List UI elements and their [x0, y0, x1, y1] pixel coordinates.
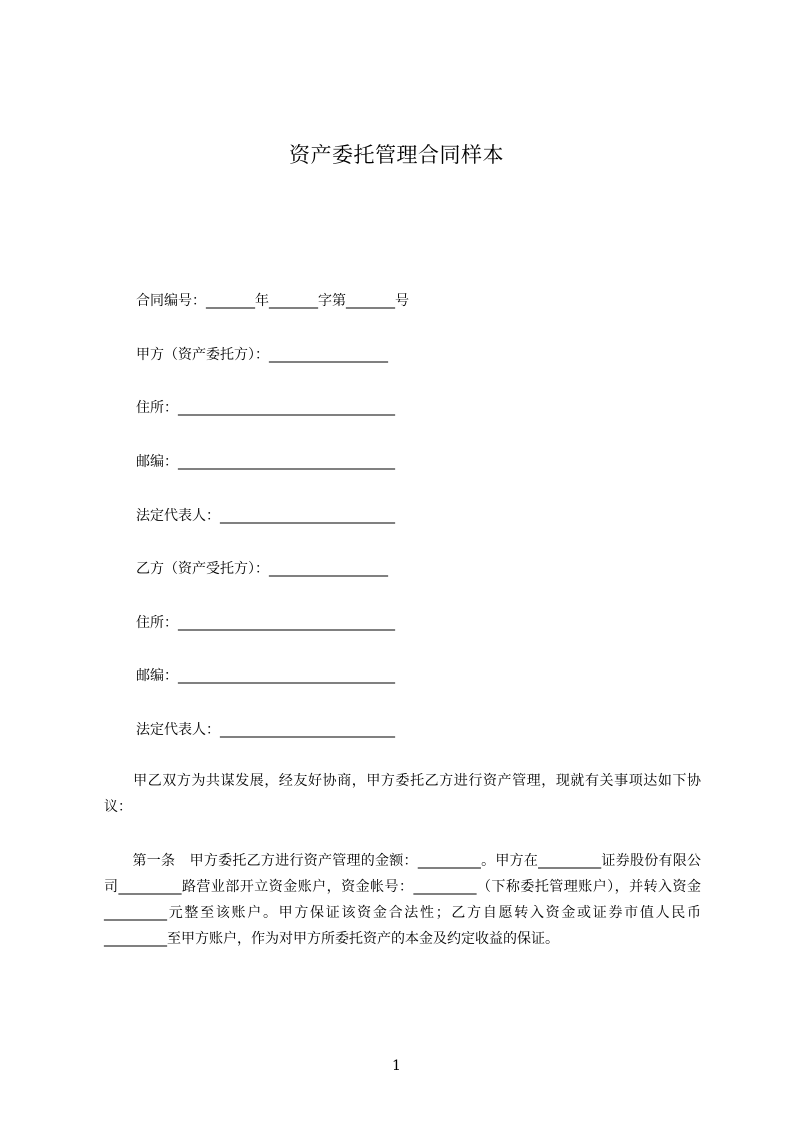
party-a-address-line: 住所：_______________________________ — [136, 400, 395, 416]
party-b-address-line: 住所：_______________________________ — [136, 615, 395, 631]
party-b-legal-representative-line: 法定代表人：_________________________ — [136, 722, 395, 738]
document-title: 资产委托管理合同样本 — [289, 143, 504, 167]
page-number: 1 — [392, 1058, 401, 1074]
party-b-line: 乙方（资产受托方）：_________________ — [136, 561, 388, 577]
party-a-line: 甲方（资产委托方）：_________________ — [136, 347, 388, 363]
agreement-preamble: 甲乙双方为共谋发展，经友好协商，甲方委托乙方进行资产管理，现就有关事项达如下协议： — [104, 773, 701, 815]
article-one: 第一条 甲方委托乙方进行资产管理的金额：_________。甲方在_________证券股份有限公司_________路营业部开立资金账户，资金帐号：_________（下称委托管理账户），并转入资金_________元整至该账户。甲方保证该资金合法性；乙方自愿转入资金或证券市值人民币_________至甲方账户，作为对甲方所委托资产的本金及约定收益的保证。 — [104, 853, 701, 947]
party-a-legal-representative-line: 法定代表人：_________________________ — [136, 508, 395, 524]
party-b-postcode-line: 邮编：_______________________________ — [136, 668, 395, 684]
party-a-postcode-line: 邮编：_______________________________ — [136, 454, 395, 470]
contract-number-line: 合同编号：_______年_______字第_______号 — [136, 293, 409, 309]
